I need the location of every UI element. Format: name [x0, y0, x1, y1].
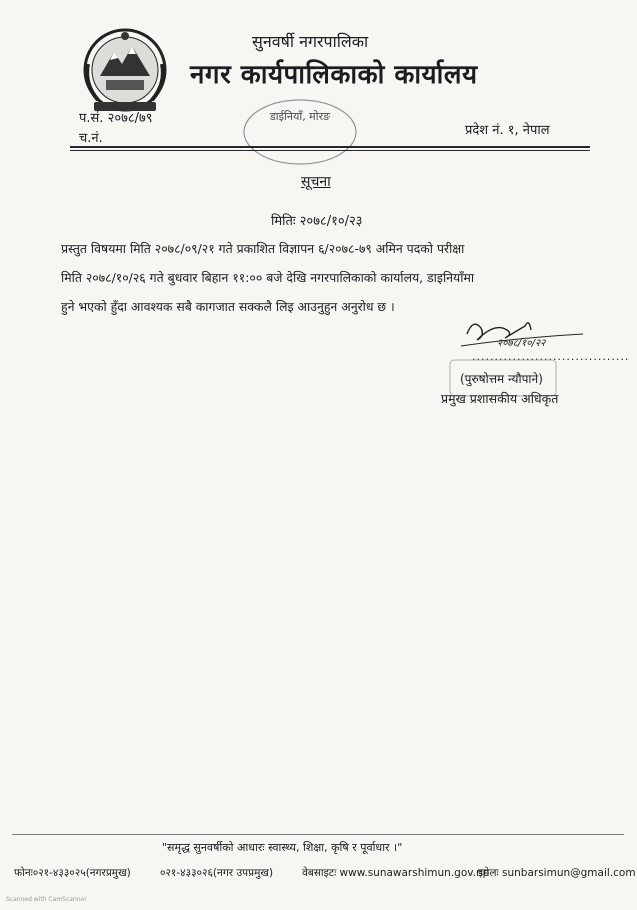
notice-date: मितिः २०७८/१०/२३ — [271, 214, 363, 229]
footer-phone-mayor: फोनः०२१-४३३०२५(नगरप्रमुख) — [14, 867, 131, 879]
notice-body-line: प्रस्तुत विषयमा मिति २०७८/०९/२१ गते प्रकाशित विज्ञापन ६/२०७८-७९ अमिन पदको परीक्षा — [61, 241, 465, 256]
signature-line: ................................... — [472, 350, 630, 363]
dispatch-number: च.नं. — [79, 131, 103, 146]
footer-motto: "समृद्ध सुनवर्षीको आधारः स्वास्थ्य, शिक्षा, कृषि र पूर्वाधार ।" — [162, 841, 403, 854]
notice-body-line: हुने भएको हुँदा आवश्यक सबै कागजात सक्कलै लिइ आउनुहुन अनुरोध छ । — [61, 299, 395, 314]
signatory-title: प्रमुख प्रशासकीय अधिकृत — [441, 391, 559, 406]
footer-phone-deputy: ०२१-४३३०२६(नगर उपप्रमुख) — [160, 867, 274, 879]
province-label: प्रदेश नं. १, नेपाल — [465, 123, 550, 138]
footer-email: इमेलः sunbarsimun@gmail.com — [478, 867, 636, 879]
stamp-address-text: डाईनियाँ, मोरङ — [269, 110, 331, 123]
footer-website: वेबसाइटः www.sunawarshimun.gov.np — [302, 867, 490, 879]
office-title: नगर कार्यपालिकाको कार्यालय — [190, 60, 478, 90]
footer-divider — [12, 834, 624, 835]
header-divider-thin — [70, 150, 590, 151]
scanner-watermark: Scanned with CamScanner — [6, 896, 87, 903]
reference-number: प.सं. २०७८/७९ — [79, 111, 153, 126]
signature-date: २०७८/१०/२२ — [497, 338, 546, 349]
signatory-name: (पुरुषोत्तम न्यौपाने) — [460, 372, 543, 386]
header-divider — [70, 146, 590, 148]
municipality-name: सुनवर्षी नगरपालिका — [252, 32, 369, 51]
nepal-emblem-icon — [80, 24, 170, 116]
notice-body-line: मिति २०७८/१०/२६ गते बुधवार बिहान ११:०० बजे देखि नगरपालिकाको कार्यालय, डाइनियाँमा — [61, 270, 475, 285]
office-stamp — [240, 96, 360, 168]
notice-title: सूचना — [301, 174, 331, 190]
